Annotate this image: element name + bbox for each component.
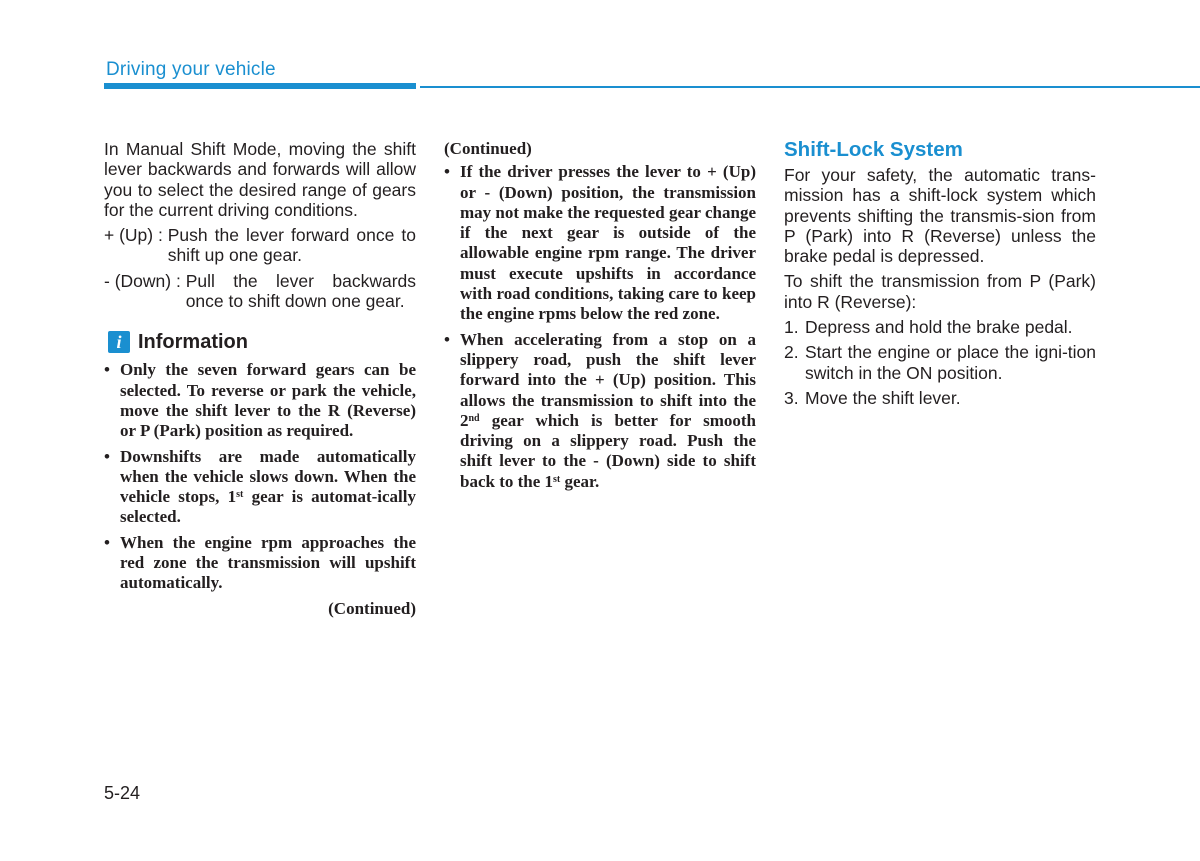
intro-paragraph: In Manual Shift Mode, moving the shift lever backwards and forwards will allow you to select the desired range of gears for the current driving conditions. [104, 139, 416, 220]
middle-column [444, 139, 756, 492]
list-item-text: Only the seven forward gears can be selected. To reverse or park the vehicle, move the shift lever to the R (Reverse) or P (Park) position as required. [120, 360, 416, 441]
section-title: Driving your vehicle [106, 59, 276, 80]
bullet-icon: • [444, 329, 450, 349]
step-number: 3. [784, 387, 799, 408]
information-title: Information [138, 331, 248, 354]
step-item [784, 317, 1096, 337]
shift-lock-instruction: To shift the transmission from P (Park) into R (Reverse): [784, 271, 1096, 312]
step-item [784, 342, 1096, 383]
continued-label: (Continued) [444, 139, 532, 158]
header-rule-thick [104, 83, 416, 89]
bullet-icon: • [104, 446, 110, 466]
step-number: 1. [784, 317, 799, 338]
steps-list [784, 317, 1096, 408]
step-text: Depress and hold the brake pedal. [805, 317, 1073, 338]
section-heading: Shift-Lock System [784, 138, 963, 161]
definition-desc: Pull the lever backwards once to shift down one gear. [185, 270, 416, 312]
bullet-icon: • [104, 532, 110, 552]
list-item [444, 330, 756, 492]
list-item [104, 533, 416, 594]
information-list [104, 360, 416, 593]
shift-lock-paragraph: For your safety, the automatic trans-mission has a shift-lock system which prevents shifting the transmis-sion from P (Park) into R (Reverse) unless the brake pedal is depressed. [784, 165, 1096, 267]
list-item-text: If the driver presses the lever to + (Up) or - (Down) position, the transmission may not make the requested gear change if the next gear is outside of the allowable engine rpm range. The driver must execute upshifts in accordance with road conditions, taking care to keep the engine rpms below the red zone. [460, 162, 756, 324]
list-item [104, 360, 416, 441]
definition-up [104, 225, 416, 266]
list-item-text: Downshifts are made automatically when the vehicle slows down. When the vehicle stops, 1st gear is automat-ically selected. [120, 446, 416, 527]
continued-label: (Continued) [328, 598, 416, 618]
definition-desc: Push the lever forward once to shift up one gear. [167, 225, 416, 266]
definition-term: - (Down) : [104, 270, 186, 291]
step-number: 2. [784, 342, 799, 363]
bullet-icon: • [104, 360, 110, 380]
info-icon: i [108, 331, 130, 353]
information-heading [104, 327, 416, 357]
step-item [784, 388, 1096, 408]
step-text: Start the engine or place the igni-tion switch in the ON position. [805, 342, 1096, 383]
list-item-text: When the engine rpm approaches the red zone the transmission will upshift automatically. [120, 532, 416, 593]
list-item [444, 162, 756, 324]
left-column [104, 139, 416, 619]
bullet-icon: • [444, 162, 450, 182]
list-item-text: When accelerating from a stop on a slippery road, push the shift lever forward into the + (Up) position. This allows the transmission to shift into the 2nd gear which is better for smooth driving on a slippery road. Push the shift lever to the - (Down) side to shift back to the 1st gear. [460, 329, 756, 491]
right-column [784, 137, 1096, 408]
continued-list [444, 162, 756, 492]
page-number: 5-24 [104, 783, 141, 803]
definition-term: + (Up) : [104, 225, 168, 246]
step-text: Move the shift lever. [805, 387, 961, 408]
list-item [104, 447, 416, 528]
definition-down [104, 271, 416, 312]
header-rule-thin [420, 86, 1200, 88]
